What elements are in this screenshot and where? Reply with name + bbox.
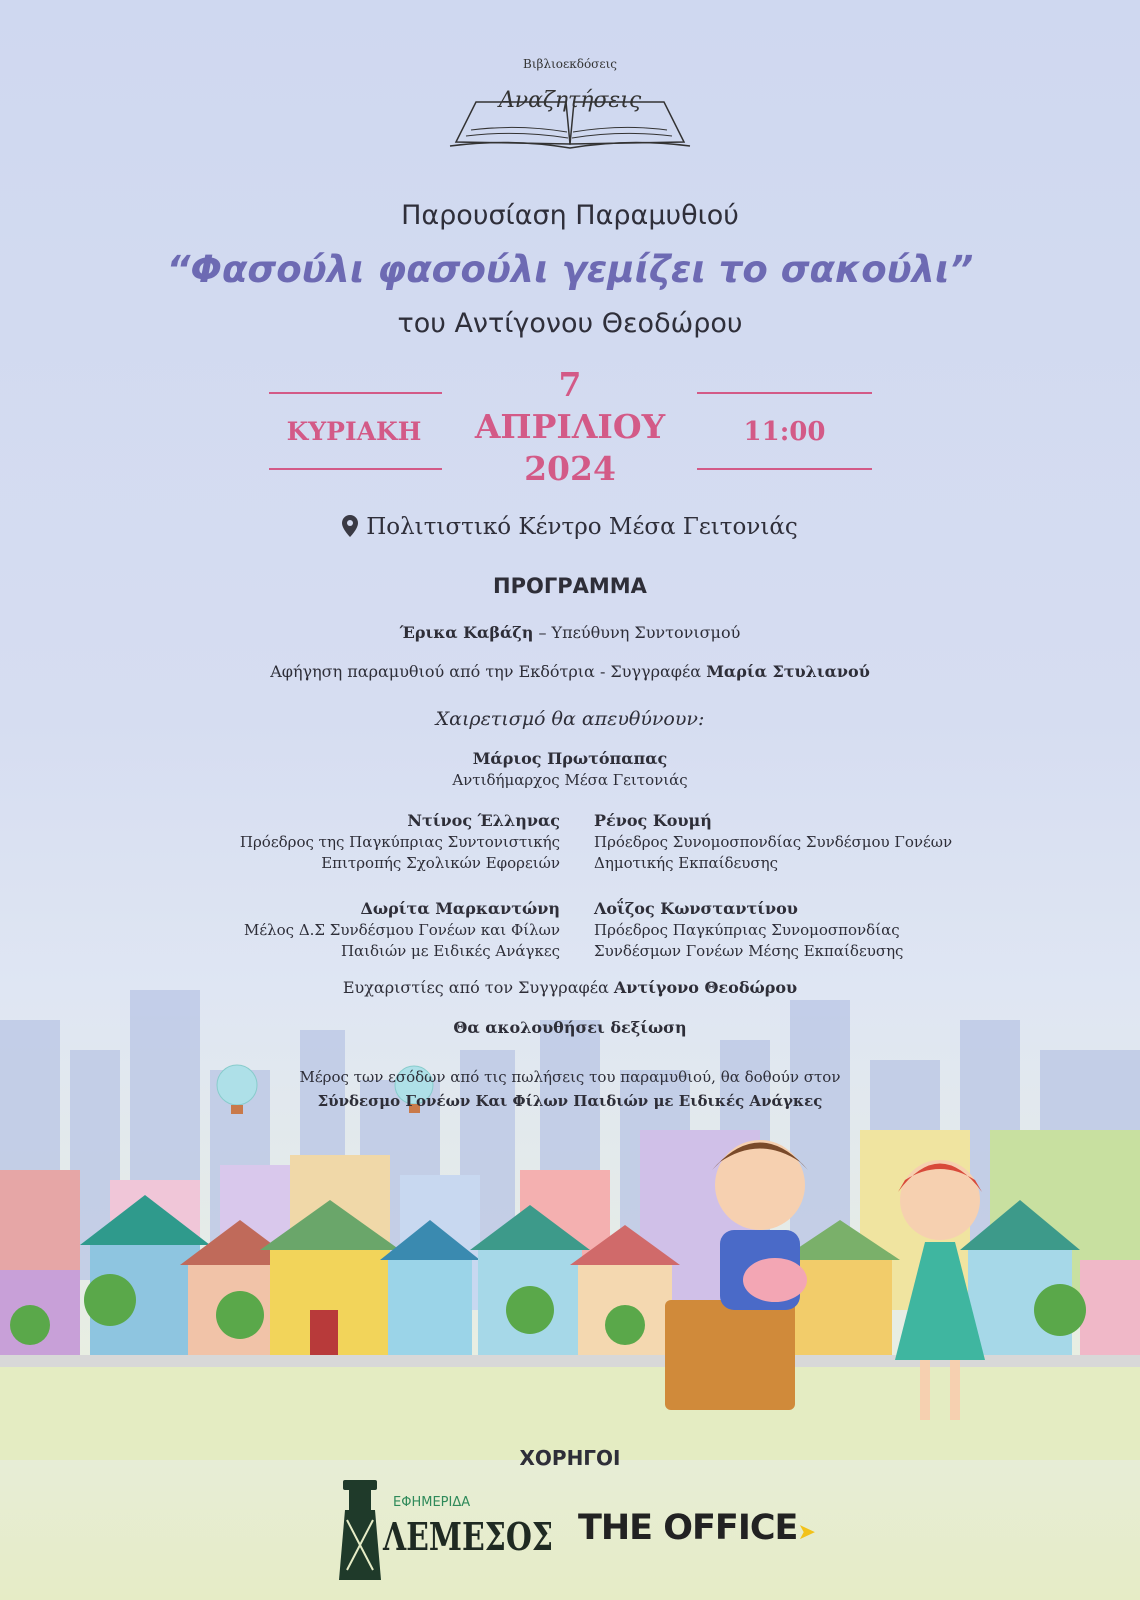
speaker-name: Ρένος Κουμή xyxy=(594,811,712,830)
day-name: ΚΥΡΙΑΚΗ xyxy=(286,417,422,446)
proceeds-beneficiary: Σύνδεσμο Γονέων Και Φίλων Παιδιών με Ειδικές Ανάγκες xyxy=(317,1092,823,1110)
divider xyxy=(269,392,442,394)
speaker-left-1 xyxy=(150,810,560,874)
lemesos-top-label: ΕΦΗΜΕΡΙΔΑ xyxy=(393,1495,471,1510)
lemesos-logo xyxy=(335,1470,560,1585)
speaker-name: Μάριος Πρωτόπαπας xyxy=(472,749,668,768)
divider xyxy=(697,392,872,394)
publisher-label: Βιβλιοεκδόσεις xyxy=(523,57,617,71)
speaker-role: Συνδέσμων Γονέων Μέσης Εκπαίδευσης xyxy=(594,942,904,960)
location-pin-icon xyxy=(342,515,358,537)
event-time: 11:00 xyxy=(743,417,826,447)
venue xyxy=(0,514,1140,540)
thanks-line xyxy=(0,978,1140,997)
thanks-name: Αντίγονο Θεοδώρου xyxy=(613,978,798,997)
program-heading: ΠΡΟΓΡΑΜΜΑ xyxy=(493,574,647,598)
speaker-role: Μέλος Δ.Σ Συνδέσμου Γονέων και Φίλων xyxy=(244,921,560,939)
narration-line xyxy=(0,662,1140,681)
speaker-right-1 xyxy=(594,810,1014,874)
event-type: Παρουσίαση Παραμυθιού xyxy=(401,200,739,231)
speaker-role: Πρόεδρος Παγκύπριας Συνομοσπονδίας xyxy=(594,921,900,939)
date-day: 7 xyxy=(558,365,582,404)
speaker-name: Δωρίτα Μαρκαντώνη xyxy=(360,899,560,918)
divider xyxy=(697,468,872,470)
speaker-role: Επιτροπής Σχολικών Εφορειών xyxy=(321,854,560,872)
coordinator-name: Έρικα Καβάζη xyxy=(399,623,534,642)
speaker-name: Ντίνος Έλληνας xyxy=(407,811,560,830)
town-illustration xyxy=(0,930,1140,1460)
date-month: ΑΠΡΙΛΙΟΥ xyxy=(474,407,666,446)
office-name: THE OFFICE xyxy=(578,1508,798,1548)
speaker-role: Πρόεδρος Συνομοσπονδίας Συνδέσμου Γονέων xyxy=(594,833,953,851)
speaker-role: Πρόεδρος της Παγκύπριας Συντονιστικής xyxy=(239,833,560,851)
date-year: 2024 xyxy=(524,449,616,488)
reception-line: Θα ακολουθήσει δεξίωση xyxy=(453,1018,687,1037)
divider xyxy=(269,468,442,470)
cursor-icon: ➤ xyxy=(797,1520,815,1545)
coordinator-role: – Υπεύθυνη Συντονισμού xyxy=(533,623,741,642)
coordinator-line xyxy=(0,623,1140,642)
thanks-text: Ευχαριστίες από τον Συγγραφέα xyxy=(342,978,614,997)
publisher-name: Αναζητήσεις xyxy=(498,88,642,113)
speaker-role: Παιδιών με Ειδικές Ανάγκες xyxy=(340,942,560,960)
greetings-heading: Χαιρετισμό θα απευθύνουν: xyxy=(435,708,705,730)
narration-text: Αφήγηση παραμυθιού από την Εκδότρια - Συγγραφέα xyxy=(270,662,707,681)
main-speaker xyxy=(0,748,1140,791)
speaker-name: Λοΐζος Κωνσταντίνου xyxy=(594,899,798,918)
book-title: “Φασούλι φασούλι γεμίζει το σακούλι” xyxy=(166,248,974,291)
sponsors-heading: ΧΟΡΗΓΟΙ xyxy=(519,1446,621,1470)
narrator-name: Μαρία Στυλιανού xyxy=(706,662,870,681)
speaker-role: Δημοτικής Εκπαίδευσης xyxy=(594,854,779,872)
lemesos-name: ΛΕΜΕΣΟΣ xyxy=(382,1514,553,1559)
the-office-logo xyxy=(578,1508,815,1548)
author-line: του Αντίγονου Θεοδώρου xyxy=(397,308,743,339)
venue-name: Πολιτιστικό Κέντρο Μέσα Γειτονιάς xyxy=(366,514,798,540)
speaker-role: Αντιδήμαρχος Μέσα Γειτονιάς xyxy=(452,771,688,789)
event-date xyxy=(440,364,700,490)
proceeds-note: Μέρος των εσόδων από τις πωλήσεις του παραμυθιού, θα δοθούν στον xyxy=(299,1068,841,1086)
